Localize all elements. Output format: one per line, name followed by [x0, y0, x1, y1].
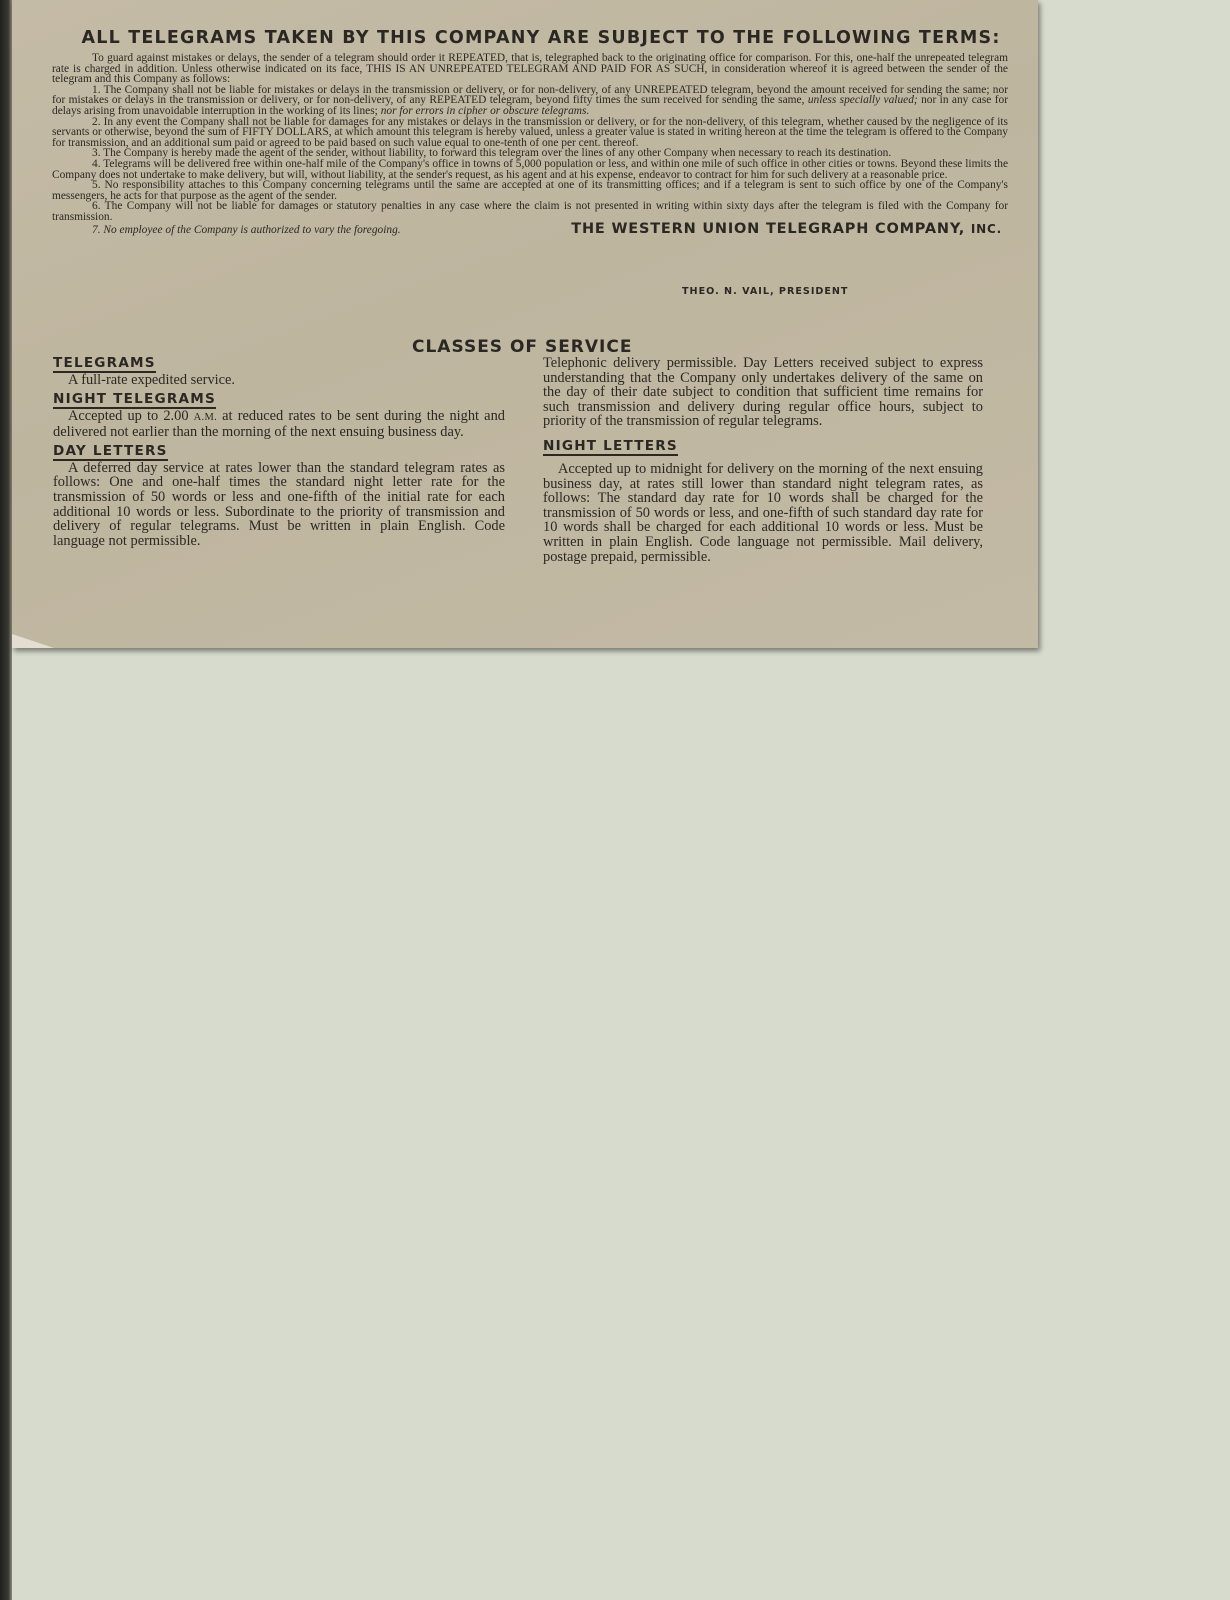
day-letters-title: DAY LETTERS — [53, 442, 168, 459]
telegram-back-page — [12, 0, 1038, 648]
term-6: 6. The Company will not be liable for damages or statutory penalties in any case where the claim is not presented in writing within sixty days after the telegram is filed with the Company for transmission. — [52, 200, 1008, 223]
terms-intro: To guard against mistakes or delays, the sender of a telegram should order it REPEATED, that is, telegraphed back to the originating office for comparison. For this, one-half the unrepeated telegram rate is charged in addition. Unless otherwise indicated on its face, THIS IS AN UNREPEATED TELEGRAM AND PAID FOR AS SUCH, in consideration whereof it is agreed between the sender of the telegram and this Company as follows: — [52, 52, 1008, 86]
classes-right-column — [543, 356, 983, 568]
company-name: THE WESTERN UNION TELEGRAPH COMPANY, INC. — [571, 220, 1002, 237]
term-4: 4. Telegrams will be delivered free within one-half mile of the Company's office in towns of 5,000 population or less, and within one mile of such office in other cities or towns. Beyond these limits the Company does not undertake to make delivery, but will, without liability, at the sender's request, as his agent and at his expense, endeavor to contract for him for such delivery at a reasonable price. — [52, 157, 1008, 181]
night-telegrams-text: Accepted up to 2.00 A.M. at reduced rates to be sent during the night and delivered not earlier than the morning of the next ensuing business day. — [53, 407, 505, 441]
classes-left-column — [53, 356, 505, 552]
term-7: 7. No employee of the Company is authorized to vary the foregoing. — [92, 223, 401, 236]
term-1: 1. The Company shall not be liable for mistakes or delays in the transmission or delivery, or for non-delivery, of any UNREPEATED telegram, beyond the amount received for sending the same; nor for mistakes or delays in the transmission or delivery, or for non-delivery, of any REPEATED telegram, beyond fifty times the sum received for sending the same, unless specially valued; nor in any case for delays arising from unavoidable interruption in the working of its lines; nor for errors in cipher or obscure telegrams. — [52, 83, 1008, 117]
term-2: 2. In any event the Company shall not be liable for damages for any mistakes or delays in the transmission or delivery, or for the non-delivery, of this telegram, whether caused by the negligence of its servants or otherwise, beyond the sum of FIFTY DOLLARS, at which amount this telegram is hereby valued, unless a greater value is stated in writing hereon at the time the telegram is offered to the Company for transmission, and an additional sum paid or agreed to be paid based on such value equal to one-tenth of one per cent. thereof. — [52, 115, 1008, 149]
terms-heading: ALL TELEGRAMS TAKEN BY THIS COMPANY ARE SUBJECT TO THE FOLLOWING TERMS: — [81, 28, 1001, 48]
company-suffix: INC. — [970, 221, 1002, 236]
night-letters-title: NIGHT LETTERS — [543, 437, 678, 454]
scanner-edge — [0, 0, 12, 1600]
day-letters-continued: Telephonic delivery permissible. Day Letters received subject to express understanding that the Company only undertakes delivery of the same on the day of their date subject to condition that sufficient time remains for such transmission and delivery during regular office hours, subject to priority of the transmission of regular telegrams. — [543, 355, 983, 430]
term-7-row — [52, 220, 1008, 237]
night-letters-text: Accepted up to midnight for delivery on the morning of the next ensuing business day, at rates still lower than standard night telegram rates, as follows: The standard day rate for 10 words shall be charged for the transmission of 50 words or less, and one-fifth of such standard day rate for 10 words shall be charged for each additional 10 words or less. Must be written in plain English. Code language not permissible. Mail delivery, postage prepaid, permissible. — [543, 460, 983, 565]
company-president: THEO. N. VAIL, PRESIDENT — [682, 286, 849, 297]
telegrams-text: A full-rate expedited service. — [68, 372, 236, 388]
folded-corner — [12, 634, 54, 648]
terms-section — [52, 53, 1008, 235]
telegrams-title: TELEGRAMS — [53, 355, 156, 371]
day-letters-text: A deferred day service at rates lower than the standard telegram rates as follows: One and one-half times the standard night letter rate for the transmission of 50 words or less and one-fifth of the initial rate for each additional 10 words or less. Subordinate to the priority of transmission and delivery of regular telegrams. Must be written in plain English. Code language not permissible. — [53, 459, 505, 549]
classes-heading: CLASSES OF SERVICE — [412, 337, 633, 357]
term-3: 3. The Company is hereby made the agent of the sender, without liability, to forward this telegram over the lines of any other Company when necessary to reach its destination. — [92, 147, 892, 160]
term-5: 5. No responsibility attaches to this Company concerning telegrams until the same are accepted at one of its transmitting offices; and if a telegram is sent to such office by one of the Company's messengers, he acts for that purpose as the agent of the sender. — [52, 179, 1008, 202]
night-telegrams-title: NIGHT TELEGRAMS — [53, 390, 216, 407]
